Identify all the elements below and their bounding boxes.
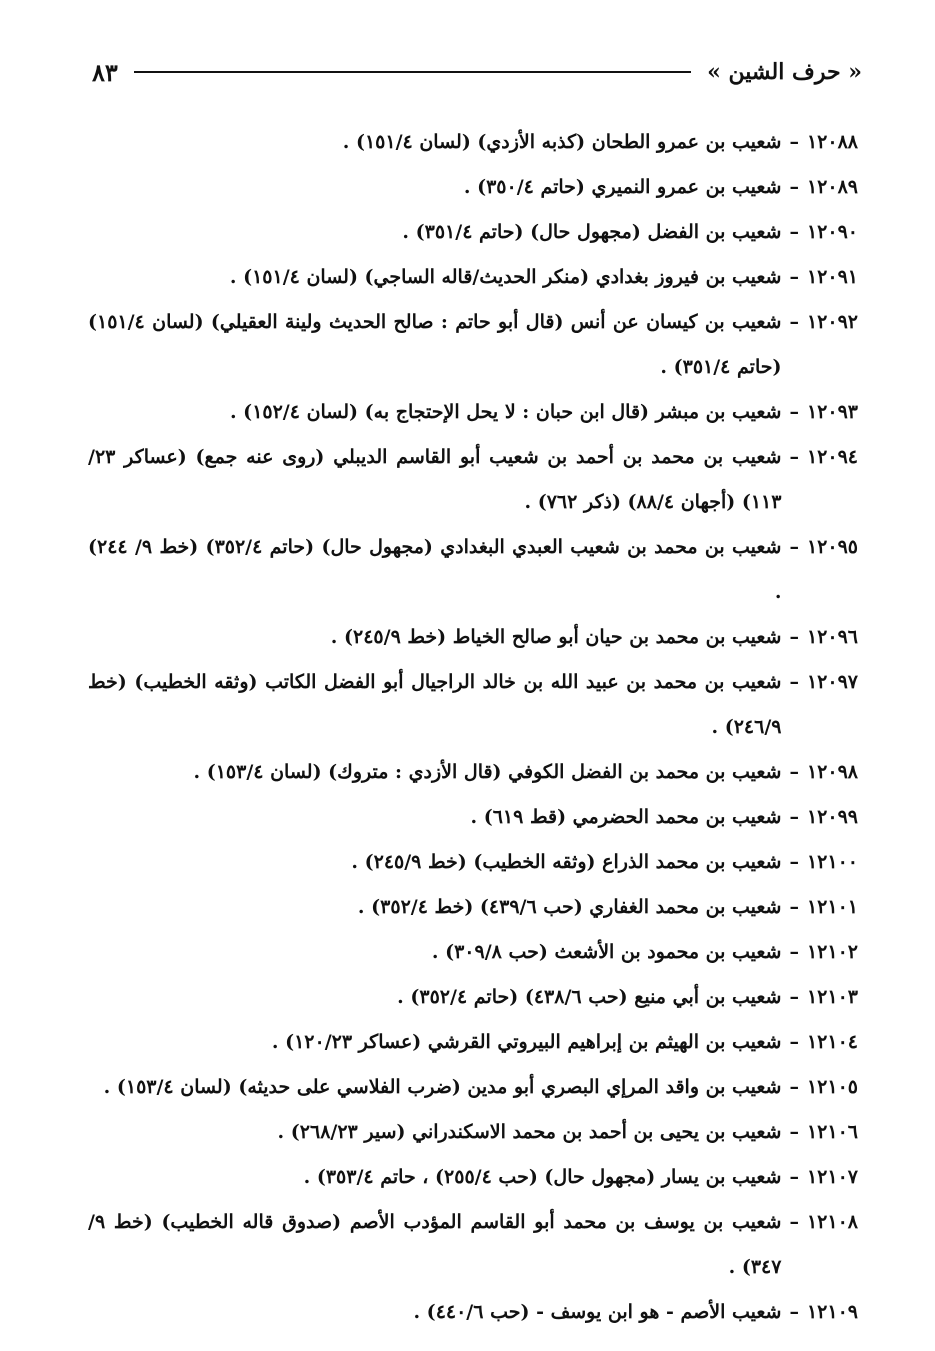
entry-dash: –: [789, 1076, 799, 1098]
entry-text: شعيب بن محمد الذراع (وثقه الخطيب) (خط ٢٤٥/٩) .: [351, 851, 782, 873]
entry-dash: –: [789, 131, 799, 153]
entry-text: شعيب بن محمد الغفاري (حب ٤٣٩/٦) (خط ٣٥٢/٤) .: [357, 896, 782, 918]
entry-number: ١٢٠٩١: [806, 266, 858, 288]
entry-text: شعيب بن محمد الحضرمي (قط ٦١٩) .: [470, 806, 782, 828]
entry-row: [88, 795, 858, 840]
entry-text: شعيب بن فيروز بغدادي (منكر الحديث/قاله الساجي) (لسان ١٥١/٤) .: [229, 266, 782, 288]
entry-text: شعيب بن محمد بن الفضل الكوفي (قال الأزدي : متروك) (لسان ١٥٣/٤) .: [193, 761, 782, 783]
entry-text: شعيب بن محمد بن شعيب العبدي البغدادي (مجهول حال) (حاتم ٣٥٢/٤) (خط ٩/ ٢٤٤) .: [88, 536, 782, 603]
entry-number: ١٢٠٩٦: [806, 626, 858, 648]
entry-text: شعيب بن يوسف بن محمد أبو القاسم المؤدب الأصم (صدوق قاله الخطيب) (خط ٩/ ٣٤٧) .: [88, 1211, 782, 1278]
entry-number: ١٢٠٨٩: [806, 176, 858, 198]
entry-number: ١٢٠٩٠: [806, 221, 858, 243]
entry-dash: –: [789, 1166, 799, 1188]
entry-row: [88, 120, 858, 165]
entry-row: [88, 1290, 858, 1335]
entry-row: [88, 525, 858, 615]
entry-dash: –: [789, 1121, 799, 1143]
entry-row: [88, 750, 858, 795]
entry-number: ١٢٠٩٥: [806, 536, 858, 558]
entry-text: شعيب بن الفضل (مجهول حال) (حاتم ٣٥١/٤) .: [402, 221, 782, 243]
entry-dash: –: [789, 401, 799, 423]
entry-number: ١٢٠٨٨: [806, 131, 858, 153]
entry-row: [88, 390, 858, 435]
entry-number: ١٢١٠٦: [806, 1121, 858, 1143]
entry-row: [88, 1020, 858, 1065]
entry-dash: –: [789, 806, 799, 828]
entry-row: [88, 660, 858, 750]
entry-number: ١٢١٠١: [806, 896, 858, 918]
entry-row: [88, 300, 858, 390]
entry-row: [88, 165, 858, 210]
entry-row: [88, 930, 858, 975]
entry-number: ١٢١٠٢: [806, 941, 858, 963]
entry-dash: –: [789, 1301, 799, 1323]
entry-number: ١٢٠٩٣: [806, 401, 858, 423]
entry-dash: –: [789, 1031, 799, 1053]
entry-dash: –: [789, 266, 799, 288]
entry-row: [88, 210, 858, 255]
entry-number: ١٢١٠٩: [806, 1301, 858, 1323]
entry-row: [88, 975, 858, 1020]
entry-number: ١٢١٠٣: [806, 986, 858, 1008]
chapter-title: « حرف الشين »: [707, 59, 862, 85]
entry-dash: –: [789, 761, 799, 783]
entry-text: شعيب الأصم - هو ابن يوسف - (حب ٤٤٠/٦) .: [413, 1301, 782, 1323]
entry-number: ١٢٠٩٢: [806, 311, 858, 333]
entry-number: ١٢١٠٨: [806, 1211, 858, 1233]
entry-row: [88, 1110, 858, 1155]
entry-number: ١٢٠٩٩: [806, 806, 858, 828]
entry-text: شعيب بن محمود بن الأشعث (حب ٣٠٩/٨) .: [431, 941, 782, 963]
entry-dash: –: [789, 446, 799, 468]
entry-dash: –: [789, 311, 799, 333]
entry-row: [88, 885, 858, 930]
entry-number: ١٢٠٩٨: [806, 761, 858, 783]
entry-number: ١٢٠٩٤: [806, 446, 858, 468]
entry-text: شعيب بن واقد المرإي البصري أبو مدين (ضرب الفلاسي على حديثه) (لسان ١٥٣/٤) .: [103, 1076, 782, 1098]
entry-dash: –: [789, 671, 799, 693]
entry-row: [88, 255, 858, 300]
entry-dash: –: [789, 1211, 799, 1233]
entry-dash: –: [789, 626, 799, 648]
entry-text: شعيب بن محمد بن حيان أبو صالح الخياط (خط ٢٤٥/٩) .: [330, 626, 782, 648]
entry-number: ١٢١٠٥: [806, 1076, 858, 1098]
entry-dash: –: [789, 941, 799, 963]
entry-dash: –: [789, 986, 799, 1008]
entry-number: ١٢١٠٧: [806, 1166, 858, 1188]
entry-row: [88, 1155, 858, 1200]
page-header: [92, 52, 862, 92]
entry-dash: –: [789, 896, 799, 918]
entry-text: شعيب بن أبي منيع (حب ٤٣٨/٦) (حاتم ٣٥٢/٤) .: [397, 986, 782, 1008]
header-rule: [134, 71, 691, 73]
entry-number: ١٢١٠٤: [806, 1031, 858, 1053]
entry-text: شعيب بن يسار (مجهول حال) (حب ٢٥٥/٤) ، حاتم ٣٥٣/٤) .: [303, 1166, 782, 1188]
entry-row: [88, 1200, 858, 1290]
entry-text: شعيب بن محمد بن أحمد بن شعيب أبو القاسم الديبلي (روى عنه جمع) (عساكر ٢٣/ ١١٣) (أجهان ٨٨/٤) (ذكر ٧٦٢) .: [88, 446, 782, 513]
page-number: ٨٣: [92, 57, 118, 87]
entry-dash: –: [789, 536, 799, 558]
entry-text: شعيب بن عمرو النميري (حاتم ٣٥٠/٤) .: [463, 176, 782, 198]
entry-dash: –: [789, 221, 799, 243]
entry-text: شعيب بن محمد بن عبيد الله بن خالد الراجيال أبو الفضل الكاتب (وثقه الخطيب) (خط ٢٤٦/٩) .: [88, 671, 782, 738]
entry-number: ١٢٠٩٧: [806, 671, 858, 693]
entry-number: ١٢١٠٠: [806, 851, 858, 873]
entry-text: شعيب بن يحيى بن أحمد بن محمد الاسكندراني (سير ٢٦٨/٢٣) .: [277, 1121, 782, 1143]
entry-row: [88, 1065, 858, 1110]
entry-row: [88, 615, 858, 660]
entry-row: [88, 840, 858, 885]
entry-dash: –: [789, 176, 799, 198]
entry-row: [88, 435, 858, 525]
entry-list: [88, 120, 858, 1335]
entry-text: شعيب بن عمرو الطحان (كذبه الأزدي) (لسان ١٥١/٤) .: [342, 131, 782, 153]
entry-text: شعيب بن مبشر (قال ابن حبان : لا يحل الإحتجاج به) (لسان ١٥٢/٤) .: [229, 401, 782, 423]
entry-text: شعيب بن الهيثم بن إبراهيم البيروتي القرشي (عساكر ١٢٠/٢٣) .: [271, 1031, 782, 1053]
entry-text: شعيب بن كيسان عن أنس (قال أبو حاتم : صالح الحديث ولينة العقيلي) (لسان ١٥١/٤) (حاتم ٣٥١/٤) .: [88, 311, 782, 378]
entry-dash: –: [789, 851, 799, 873]
